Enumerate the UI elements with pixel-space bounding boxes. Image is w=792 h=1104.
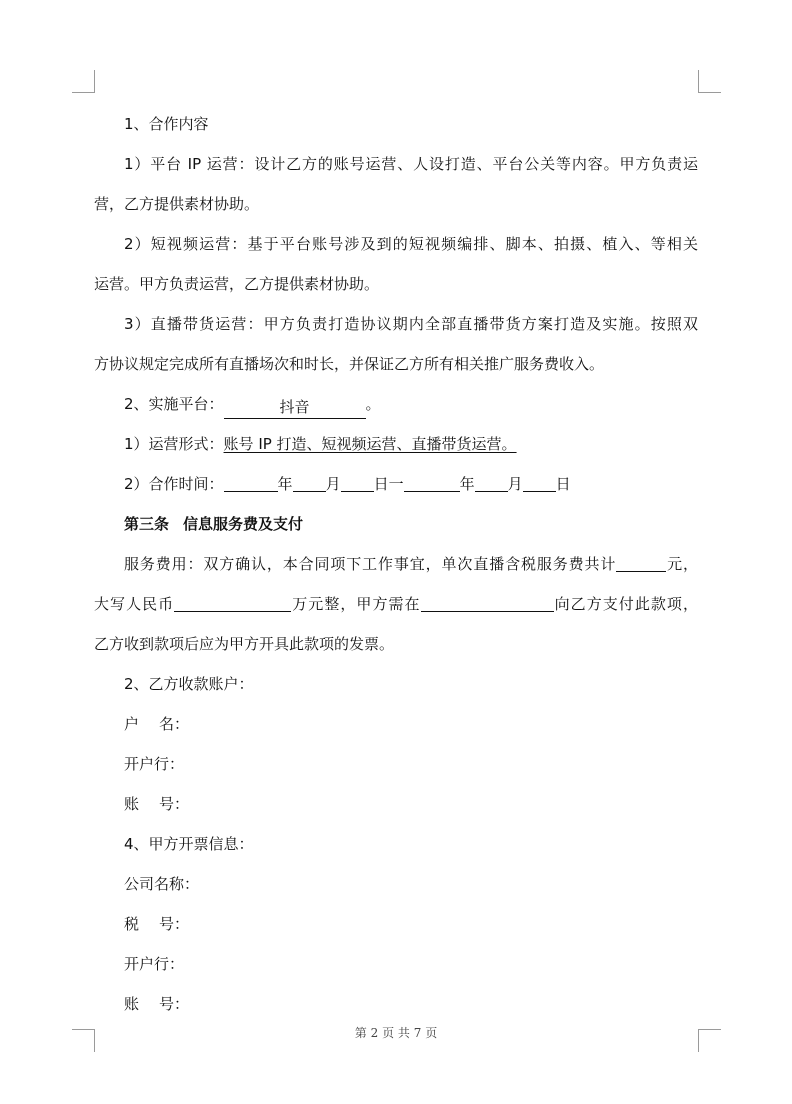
account-number: 账 号： xyxy=(124,795,190,813)
platform-end: 。 xyxy=(365,395,381,413)
day2-label: 日 xyxy=(555,475,571,493)
invoice-tax-number: 税 号： xyxy=(124,915,190,933)
account-name: 户 名： xyxy=(124,715,190,733)
end-year-blank xyxy=(404,470,460,492)
paragraph-short-video-line1: 2）短视频运营：基于平台账号涉及到的短视频编排、脚本、拍摄、植入、等相关 xyxy=(124,235,698,253)
service-fee-text: 服务费用：双方确认，本合同项下工作事宜，单次直播含税服务费共计 xyxy=(124,555,617,573)
payment-text: 向乙方支付此款项， xyxy=(553,595,698,613)
account-bank: 开户行： xyxy=(124,755,185,773)
operation-form xyxy=(94,424,698,464)
start-month-blank xyxy=(293,470,326,492)
page-footer: 第 2 页 共 7 页 xyxy=(354,1026,438,1040)
capital-amount-blank xyxy=(174,590,291,612)
end-day-blank xyxy=(523,470,556,492)
implementation-platform xyxy=(94,384,698,424)
paragraph-ip-operation-line1: 1）平台 IP 运营：设计乙方的账号运营、人设打造、平台公关等内容。甲方负责运 xyxy=(124,155,698,173)
cooperation-time-label: 2）合作时间： xyxy=(124,475,224,493)
year-label: 年 xyxy=(277,475,293,493)
article-number: 第三条 xyxy=(124,515,170,533)
paragraph-short-video-line2: 运营。甲方负责运营，乙方提供素材协助。 xyxy=(94,275,380,293)
paragraph-ip-operation-line2: 营，乙方提供素材协助。 xyxy=(94,195,260,213)
corner-mark-top-left xyxy=(72,70,95,93)
platform-value-blank: 抖音 xyxy=(224,397,366,419)
account-heading: 2、乙方收款账户： xyxy=(124,675,254,693)
capital-rmb-label: 大写人民币 xyxy=(94,595,175,613)
corner-mark-top-right xyxy=(698,70,721,93)
paragraph-live-commerce-line1: 3）直播带货运营：甲方负责打造协议期内全部直播带货方案打造及实施。按照双 xyxy=(124,315,698,333)
service-fee-amount-blank xyxy=(616,550,666,572)
operation-form-label: 1）运营形式： xyxy=(124,435,224,453)
platform-label: 2、实施平台： xyxy=(124,395,224,413)
current-page-number: 2 xyxy=(370,1026,379,1040)
total-page-number: 7 xyxy=(413,1026,422,1040)
paragraph-live-commerce-line2: 方协议规定完成所有直播场次和时长，并保证乙方所有相关推广服务费收入。 xyxy=(94,355,605,373)
year2-label: 年 xyxy=(459,475,475,493)
section-cooperation-content: 1、合作内容 xyxy=(124,115,209,133)
invoice-account: 账 号： xyxy=(124,995,190,1013)
start-year-blank xyxy=(224,470,278,492)
service-fee-line2 xyxy=(94,584,698,624)
article-title: 信息服务费及支付 xyxy=(183,515,304,533)
service-fee-unit: 元， xyxy=(666,555,698,573)
service-fee-line1 xyxy=(94,544,698,584)
article-heading xyxy=(94,504,698,544)
day-to-label: 日一 xyxy=(373,475,404,493)
invoice-company-name: 公司名称： xyxy=(124,875,200,893)
end-month-blank xyxy=(475,470,508,492)
operation-form-value: 账号 IP 打造、短视频运营、直播带货运营。 xyxy=(223,435,517,453)
month2-label: 月 xyxy=(507,475,523,493)
document-body xyxy=(94,104,698,1024)
month-label: 月 xyxy=(325,475,341,493)
wan-label: 万元整，甲方需在 xyxy=(291,595,421,613)
start-day-blank xyxy=(341,470,374,492)
invoice-bank: 开户行： xyxy=(124,955,185,973)
payment-deadline-blank xyxy=(421,590,554,612)
service-fee-line3: 乙方收到款项后应为甲方开具此款项的发票。 xyxy=(94,635,395,653)
invoice-heading: 4、甲方开票信息： xyxy=(124,835,254,853)
cooperation-time xyxy=(94,464,698,504)
